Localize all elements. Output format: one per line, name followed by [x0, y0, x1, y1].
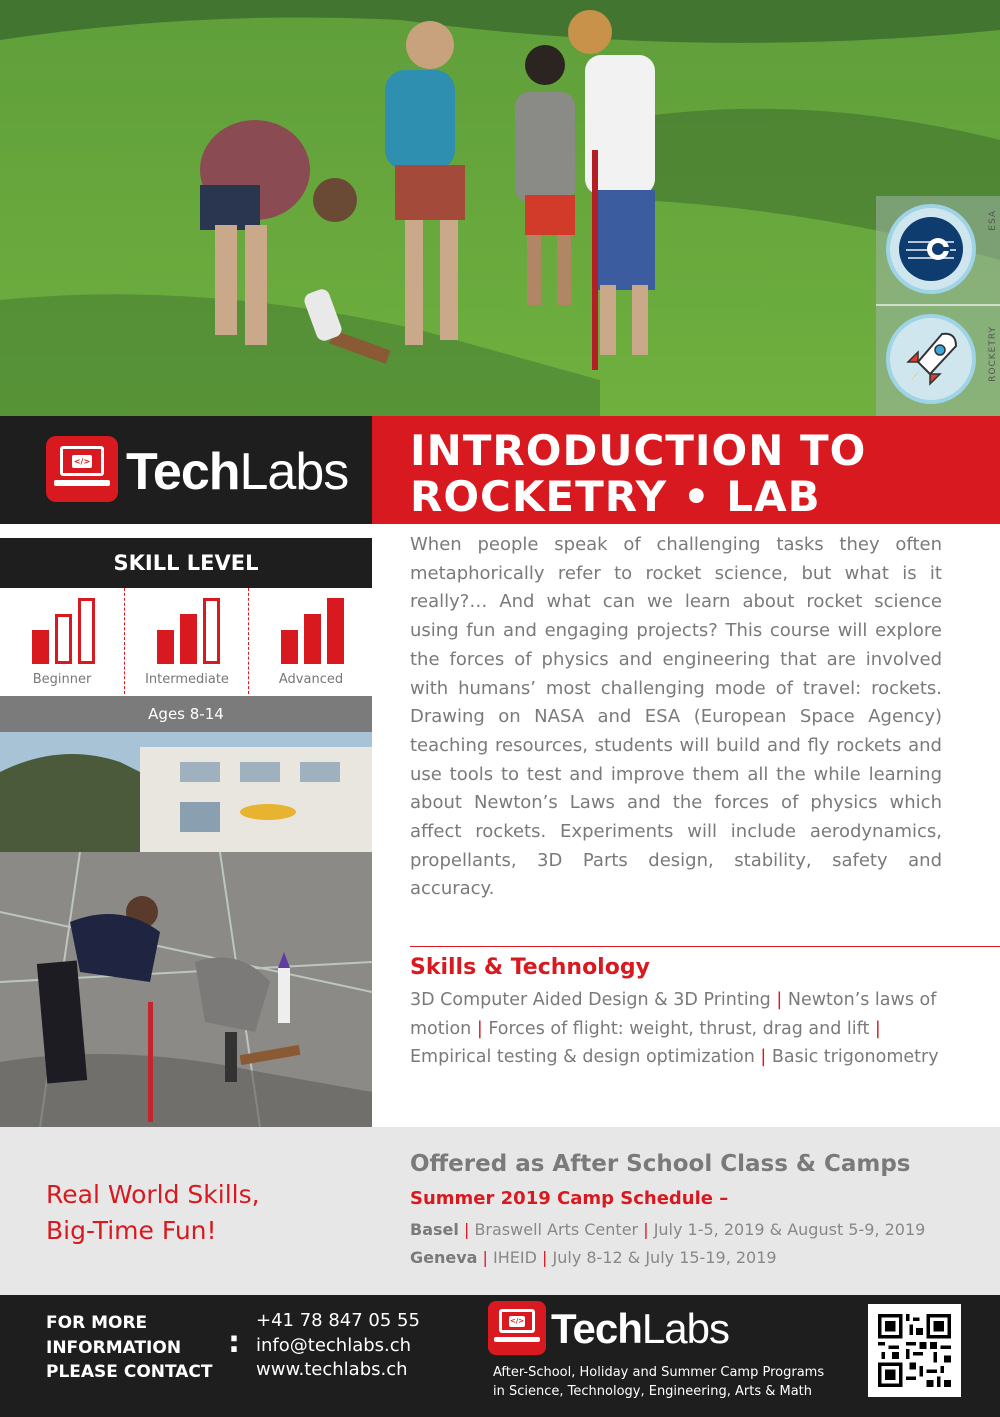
offer-heading: Offered as After School Class & Camps [410, 1151, 911, 1177]
footer-logo-bold: Tech [551, 1305, 642, 1352]
venue-basel: Braswell Arts Center [474, 1220, 639, 1239]
section-divider [410, 946, 1000, 947]
qr-code-pattern [878, 1314, 951, 1387]
rocket-badge-icon [886, 314, 976, 404]
footer-laptop-code-icon: </> [488, 1301, 546, 1355]
skills-technology-list [410, 986, 950, 1072]
bar [180, 614, 197, 664]
esa-label: ESA [988, 210, 998, 231]
title-line-2: ROCKETRY • LAB [410, 472, 821, 521]
separator: | [643, 1220, 649, 1239]
rocketry-label: ROCKETRY [988, 326, 998, 382]
footer-tagline [493, 1363, 824, 1401]
separator: | [463, 1220, 470, 1239]
skill-item: Basic trigonometry [771, 1047, 939, 1068]
offer-band [0, 1127, 1000, 1295]
schedule-geneva [410, 1248, 777, 1267]
schedule-basel [410, 1220, 925, 1239]
skill-level-chart [0, 588, 372, 694]
badge-strip [876, 196, 1000, 416]
contact-label-line: INFORMATION [46, 1337, 182, 1358]
skill-item: Newton’s laws of motion [410, 990, 937, 1039]
bar [203, 598, 220, 664]
laptop-code-icon: </> [46, 436, 118, 502]
esa-logo-icon [890, 208, 972, 290]
separator: | [874, 1018, 881, 1039]
age-range: Ages 8-14 [0, 696, 372, 732]
hero-photo [0, 0, 1000, 416]
skill-beginner [0, 588, 124, 694]
advanced-bars [281, 598, 345, 664]
separator: | [482, 1248, 488, 1267]
separator: | [760, 1047, 767, 1068]
esa-badge-icon [886, 204, 976, 294]
bar [55, 614, 72, 664]
badge-divider [876, 304, 1000, 306]
intermediate-bars [157, 598, 221, 664]
bar [78, 598, 95, 664]
skill-level-heading: SKILL LEVEL [0, 538, 372, 588]
footer [0, 1295, 1000, 1417]
schedule-heading: Summer 2019 Camp Schedule – [410, 1188, 729, 1209]
logo-wordmark-light: Labs [239, 443, 349, 501]
skill-item: 3D Computer Aided Design & 3D Printing [410, 990, 771, 1010]
city-basel: Basel [410, 1220, 459, 1239]
skill-label-beginner: Beginner [32, 672, 92, 687]
footer-tagline-line: in Science, Technology, Engineering, Arts & Math [493, 1384, 813, 1399]
course-title [372, 416, 1000, 524]
skill-advanced [248, 588, 372, 694]
logo-wordmark-bold: Tech [126, 443, 240, 501]
tagline-line-2: Big-Time Fun! [46, 1216, 217, 1245]
contact-colon: : [228, 1325, 240, 1360]
schoolyard-photo [0, 732, 372, 1127]
bar [327, 598, 344, 664]
rocket-icon [890, 318, 972, 400]
contact-label [46, 1311, 213, 1385]
footer-logo-light: Labs [641, 1305, 729, 1352]
bar [304, 614, 321, 664]
dates-basel: July 1-5, 2019 & August 5-9, 2019 [653, 1220, 926, 1239]
footer-logo-wordmark [551, 1305, 729, 1353]
skill-label-intermediate: Intermediate [145, 672, 229, 687]
logo-wordmark [126, 442, 348, 502]
city-geneva: Geneva [410, 1248, 478, 1267]
tagline-line-1: Real World Skills, [46, 1180, 260, 1209]
hero-photo-illustration [0, 0, 1000, 416]
title-line-1: INTRODUCTION TO [410, 426, 867, 475]
contact-label-line: FOR MORE [46, 1313, 148, 1333]
techlabs-logo[interactable] [0, 416, 372, 524]
bar [32, 630, 49, 664]
skills-technology-heading: Skills & Technology [410, 955, 650, 980]
bar [157, 630, 174, 664]
skill-label-advanced: Advanced [278, 672, 344, 687]
schoolyard-photo-illustration [0, 732, 372, 1127]
course-description: When people speak of challenging tasks they often metaphorically refer to rocket science, but what is it really?… And what can we learn about rocket science using fun and engaging projects? This course will explore the forces of physics and engineering that are involved with humans’ most challenging mode of travel: rockets. Drawing on NASA and ESA (European Space Agency) teaching resources, students will build and fly rockets and use tools to test and improve them all the while learning about Newton’s Laws and the forces of physics which affect rockets. Experiments will include aerodynamics, propellants, 3D Parts design, stability, safety and accuracy. [410, 534, 942, 900]
contact-label-line: PLEASE CONTACT [46, 1362, 213, 1382]
separator: | [776, 990, 783, 1010]
skill-item: Forces of flight: weight, thrust, drag and lift [488, 1018, 870, 1039]
phone-link[interactable]: +41 78 847 05 55 [256, 1310, 420, 1331]
separator: | [476, 1018, 483, 1039]
separator: | [542, 1248, 548, 1267]
beginner-bars [32, 598, 96, 664]
footer-tagline-line: After-School, Holiday and Summer Camp Programs [493, 1365, 825, 1380]
skill-intermediate [124, 588, 248, 694]
venue-geneva: IHEID [493, 1248, 537, 1267]
website-link[interactable]: www.techlabs.ch [256, 1359, 408, 1380]
contact-details [256, 1309, 420, 1383]
email-link[interactable]: info@techlabs.ch [256, 1334, 412, 1356]
tagline [46, 1177, 260, 1249]
skill-item: Empirical testing & design optimization [410, 1047, 755, 1068]
dates-geneva: July 8-12 & July 15-19, 2019 [552, 1248, 777, 1267]
qr-code-icon[interactable] [868, 1304, 961, 1397]
bar [281, 630, 298, 664]
